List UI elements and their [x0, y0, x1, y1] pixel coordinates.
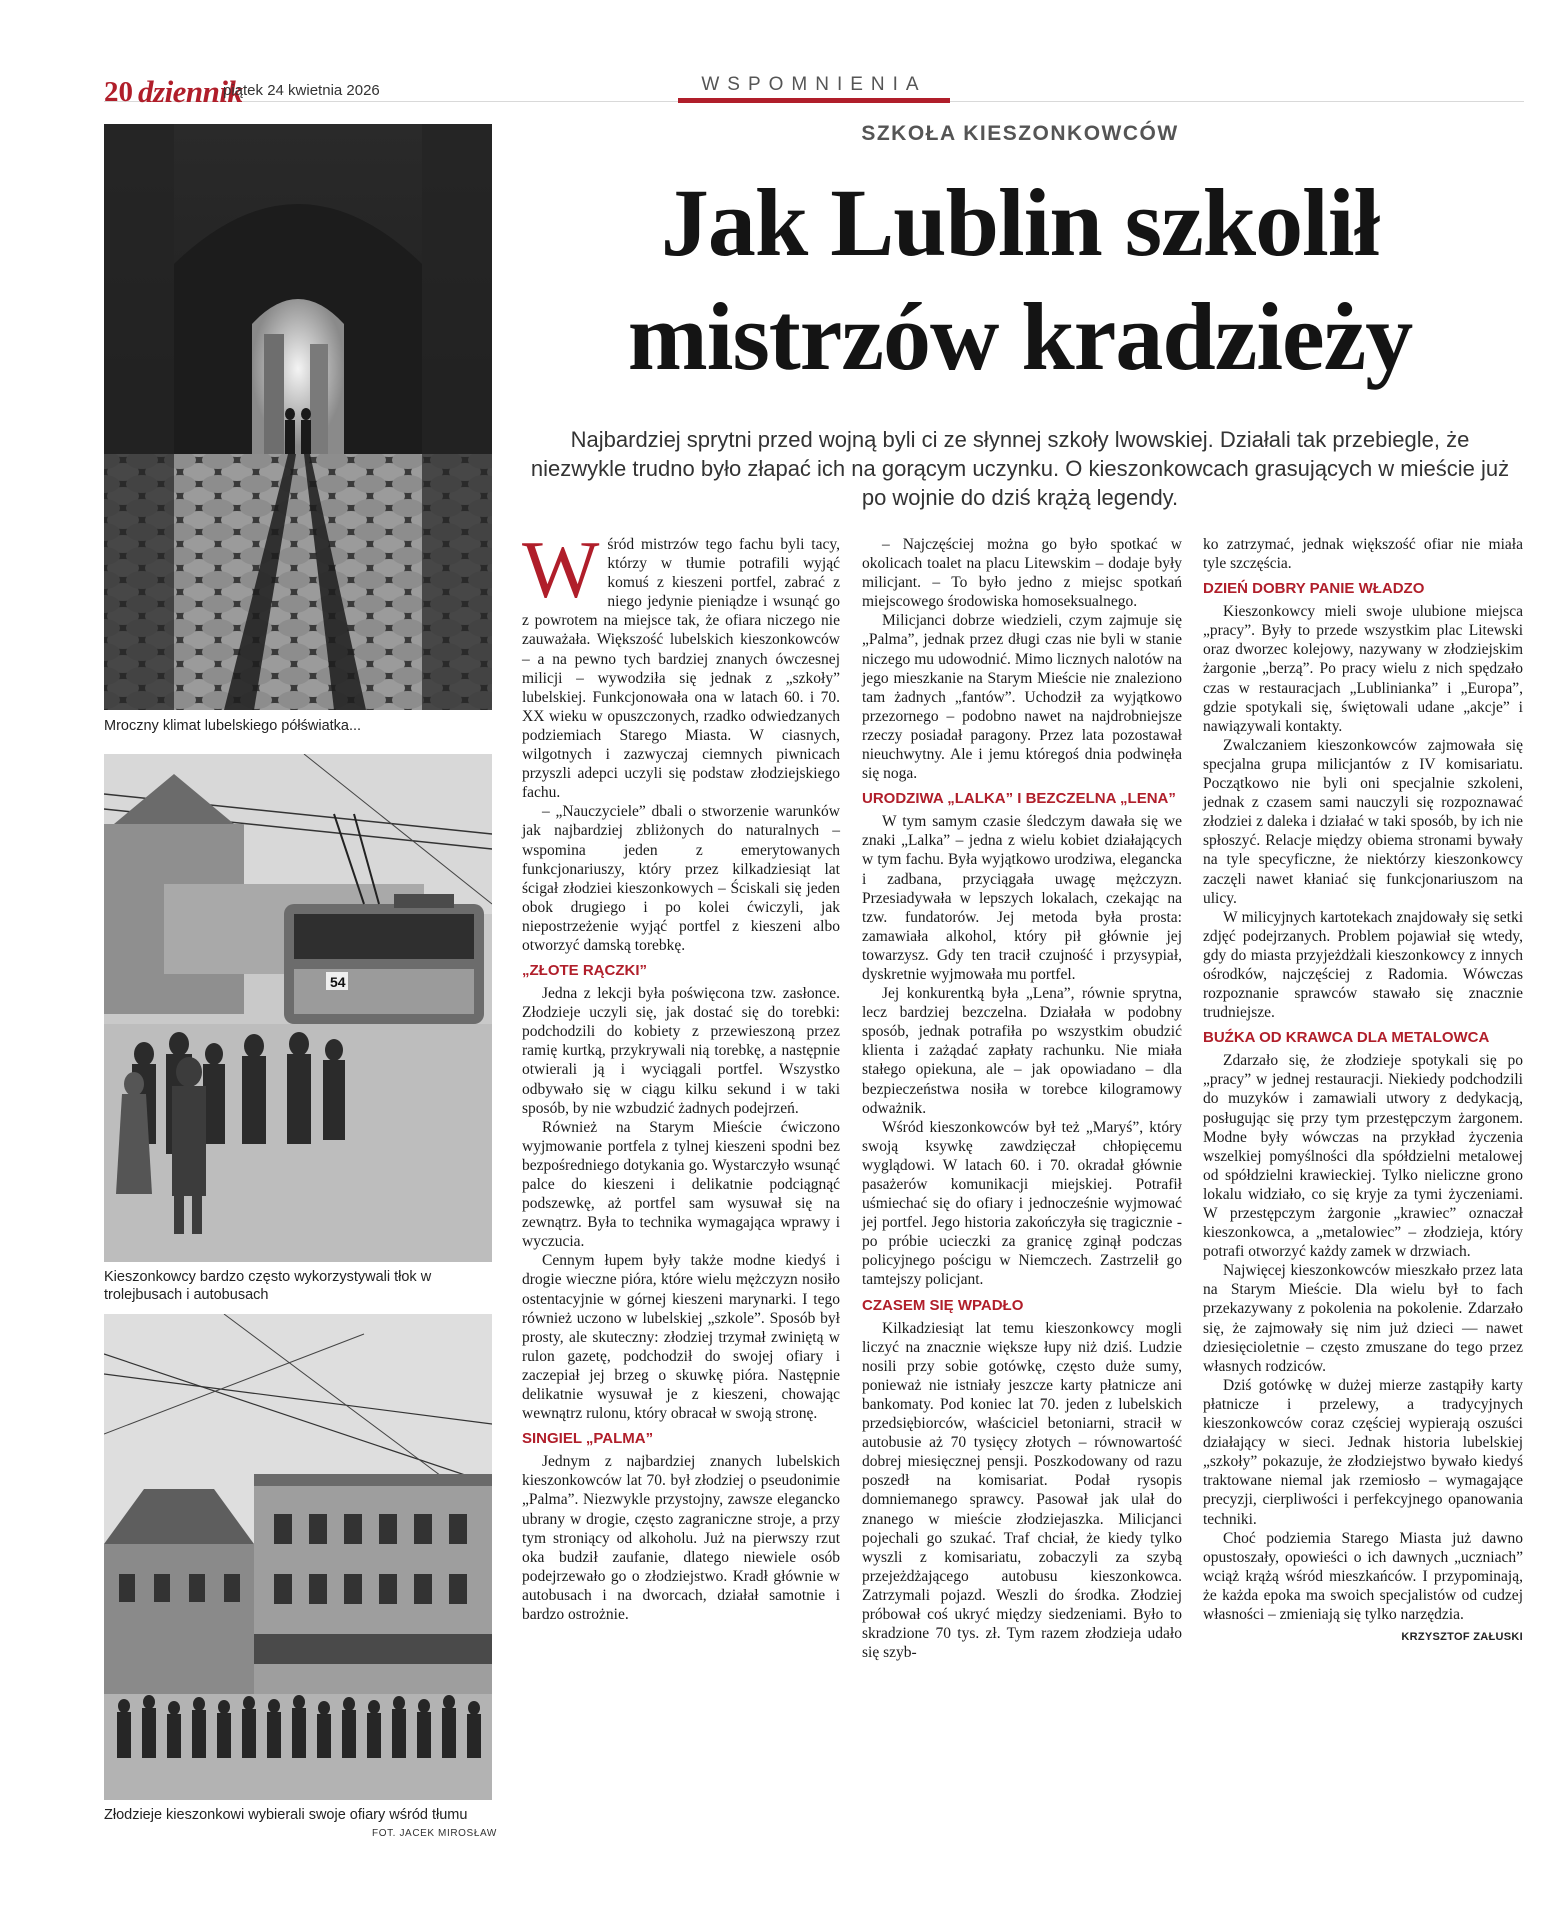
author-byline: KRZYSZTOF ZAŁUSKI: [1401, 1631, 1523, 1644]
section-label: WSPOMNIENIA: [701, 74, 927, 95]
subheading-singiel-palma: SINGIEL „PALMA”: [522, 1430, 654, 1448]
column2-paragraph: W tym samym czasie śledczym dawała się we znaki „Lalka” – jedna z wielu kobiet działających w tym fachu. Była wyjątkowo urodziwa, elegancka i zadbana, przyciągała uwagę mężczyzn. Przesiadywała w lepszych lokalach, czekając na tzw. fundatorów. Jej metoda była prosta: zamawiała alkohol, który pił głównie jej towarzysz. Gdy ten tracił czujność i przysypiał, dyskretnie wyjmowała mu portfel.: [862, 813, 1182, 983]
article-kicker: SZKOŁA KIESZONKOWCÓW: [861, 122, 1179, 145]
photo3-caption: Złodzieje kieszonkowi wybierali swoje ofiary wśród tłumu: [104, 1807, 468, 1823]
column1-paragraph: Jednym z najbardziej znanych lubelskich kieszonkowców lat 70. był złodziej o pseudonimie „Palma”. Niezwykle przystojny, zawsze elegancko ubrany w drogie, często zagraniczne stroje, a przy tym stroniący od alkoholu. Już na pierwszy rzut oka budził zaufanie, dlatego niewiele osób podejrzewało go o złodziejstwo. Kradł głównie w autobusach i na dworcach, działał samotnie i bardzo ostrożnie.: [522, 1453, 840, 1623]
subheading-zlote-raczki: „ZŁOTE RĄCZKI”: [522, 962, 647, 980]
column3-paragraph: Zdarzało się, że złodzieje spotykali się po „pracy” w jednej restauracji. Niekiedy podchodzili do muzyków i zamawiali utwory z dedykacją, posługując się przy tym przestępczym żargonem. Modne były wówczas na przykład życzenia wszelkiej pomyślności dla spółdzielni metalowej od spółdzielni krawieckiej. Tylko nieliczne grono lokalu widziało, co się kryje za tymi życzeniami. W przestępczym żargonie „krawiec” oznaczał kieszonkowca, a „metalowiec” – złodzieja, który potrafi otworzyć każdy zamek w drzwiach.: [1203, 1052, 1523, 1261]
column1-paragraph: Wśród mistrzów tego fachu byli tacy, którzy w tłumie potrafili wyjąć komuś z kieszeni portfel, zabrać z niego jedynie pieniądze i wsunąć go z powrotem na miejsce tak, że ofiara niczego nie zauważała. Większość lubelskich kieszonkowców – a na pewno tych bardziej znanych ówczesnej milicji – wywodziła się jednak z „szkoły” lubelskiej. Funkcjonowała ona w latach 60. i 70. XX wieku w opuszczonych, rzadko odwiedzanych podziemiach Starego Miasta. W ciasnych, wilgotnych i zazwyczaj ciemnych piwnicach przyszli adepci uczyli się podstaw złodziejskiego fachu.: [522, 524, 840, 802]
article-lead: Najbardziej sprytni przed wojną byli ci ze słynnej szkoły lwowskiej. Działali tak przebiegle, że niezwykle trudno było złapać ich na gorącym uczynku. O kieszonkowcach grasujących w mieście już po wojnie do dziś krążą legendy.: [530, 427, 1510, 510]
article-headline: [520, 166, 1520, 394]
column2-paragraph: Jej konkurentką była „Lena”, równie sprytna, lecz bardziej bezczelna. Działała w podobny sposób, jednak potrafiła po wszystkim obudzić klienta i zażądać zapłaty rachunku. Nie miała stałego opiekuna, ale – jak opowiadano – dla bezpieczeństwa nosiła w torebce kilogramowy odważnik.: [862, 985, 1182, 1117]
column1-paragraph: Jedna z lekcji była poświęcona tzw. zasłonce. Złodzieje uczyli się, jak dostać się do torebki: podchodzili do kobiety z przewieszoną przez ramię kurtką, przykrywali nią torebkę, a następnie otwierali ją i wyciągali portfel. Wszystko odbywało się w ciągu kilku sekund i w taki sposób, by nie wzbudzić żadnych podejrzeń.: [522, 985, 840, 1117]
column2-paragraph: Kilkadziesiąt lat temu kieszonkowcy mogli liczyć na znacznie większe łupy niż dziś. Ludzie nosili przy sobie gotówkę, często duże sumy, ponieważ nie istniały jeszcze karty płatnicze ani bankomaty. Pod koniec lat 70. jeden z lubelskich przedsiębiorców, właściciel betoniarni, stracił w autobusie aż 70 tysięcy złotych – równowartość dobrej miesięcznej pensji. Poszkodowany od razu poszedł na komisariat. Podał rysopis domniemanego sprawcy. Pasował jak ulał do znanego w mieście złodziejaszka. Milicjanci pojechali go szukać. Traf chciał, że kiedy tylko wyszli z komisariatu, zobaczyli za szybą przejeżdżającego autobusu kieszonkowca. Zatrzymali pojazd. Weszli do środka. Złodziej próbował coś ukryć między siedzeniami. Było to skradzione 70 tys. zł. Tym razem złodzieja udało się szyb-: [862, 1319, 1182, 1662]
column3-paragraph: Dziś gotówkę w dużej mierze zastąpiły karty płatnicze i przelewy, a tradycyjnych kieszonkowców coraz częściej wypierają oszuści działający w sieci. Jednak historia lubelskiej „szkoły” pokazuje, że złodziejstwo bywało kiedyś traktowane niemal jak rzemiosło – wymagające precyzji, cierpliwości i perfekcyjnego opanowania techniki.: [1203, 1376, 1523, 1528]
issue-date: piątek 24 kwietnia 2026: [223, 82, 380, 99]
photo-credit: FOT. JACEK MIROSŁAW: [372, 1828, 497, 1839]
trolleybus-image: [104, 754, 492, 1262]
brand-logo: dziennik: [138, 74, 243, 109]
column1-paragraph: Również na Starym Mieście ćwiczono wyjmowanie portfela z tylnej kieszeni spodni bez bezpośredniego dotykania go. Wystarczyło wsunąć palce do kieszeni i delikatnie podciągnąć podszewkę, aż portfel sam wysuwał się na zewnątrz. Była to technika wymagająca wprawy i wyczucia.: [522, 1118, 840, 1251]
photo-crowd: [104, 1314, 492, 1800]
photo-trolleybus: [104, 754, 492, 1262]
column2-paragraph: – Najczęściej można go było spotkać w okolicach toalet na placu Litewskim – dodaje były milicjant. – To było jedno z miejsc spotkań miejscowego środowiska homoseksualnego.: [862, 536, 1182, 611]
column3-paragraph: ko zatrzymać, jednak większość ofiar nie miała tyle szczęścia.: [1203, 536, 1523, 573]
photo2-caption: Kieszonkowcy bardzo często wykorzystywali tłok w trolejbusach i autobusach: [104, 1269, 432, 1303]
page-number: 20: [104, 76, 133, 108]
headline-line-2: mistrzów kradzieży: [627, 283, 1413, 390]
column1-paragraph: – „Nauczyciele” dbali o stworzenie warunków jak najbardziej zbliżonych do naturalnych – wspomina jeden z emerytowanych funkcjonariuszy, który przez kilkadziesiąt lat ścigał złodziei kieszonkowych – Ściskali się jeden obok drugiego i po kolei ćwiczyli, jak niepostrzeżenie wyjąć portfel z kieszeni albo otworzyć damską torebkę.: [522, 803, 840, 954]
subheading-dzien-dobry: DZIEŃ DOBRY PANIE WŁADZO: [1203, 580, 1425, 598]
drop-cap: W: [522, 524, 600, 615]
trolleybus-line-sign: 54: [330, 974, 346, 990]
section-underline: [678, 98, 950, 103]
column3-paragraph: W milicyjnych kartotekach znajdowały się setki zdjęć podejrzanych. Problem pojawiał się wtedy, gdy do miasta przyjeżdżali kieszonkowcy z innych ośrodków, najczęściej z Radomia. Wówczas rozpoznanie sprawców stawało się znacznie trudniejsze.: [1203, 908, 1523, 1022]
article-column-3: [1203, 535, 1523, 1647]
subheading-lalka-lena: URODZIWA „LALKA” I BEZCZELNA „LENA”: [862, 790, 1176, 808]
archway-image: [104, 124, 492, 710]
column2-paragraph: Wśród kieszonkowców był też „Maryś”, który swoją ksywkę zawdzięczał chłopięcemu wyglądowi. W latach 60. i 70. okradał głównie pasażerów komunikacji miejskiej. Potrafił uśmiechać się do ofiary i jednocześnie wyjmować jej portfel. Jego historia zakończyła się tragicznie - po próbie ucieczki za granicę zginął podczas policyjnego pościgu w Niemczech. Zastrzelił go tamtejszy policjant.: [862, 1118, 1182, 1289]
photo-archway: [104, 124, 492, 710]
column3-paragraph: Choć podziemia Starego Miasta już dawno opustoszały, opowieści o ich dawnych „uczniach” wciąż krążą wśród mieszkańców. I przypominają, że każda epoka ma swoich specjalistów od cudzej własności – zmieniają się tylko narzędzia.: [1203, 1529, 1523, 1623]
column1-paragraph: Cennym łupem były także modne kiedyś i drogie wieczne pióra, które wielu mężczyzn nosiło ostentacyjnie w górnej kieszeni marynarki. I tego również uczono w lubelskiej „szkole”. Sposób był prosty, ale skuteczny: złodziej trzymał zwiniętą w rulon gazetę, podchodził do swojej ofiary i zaczepiał jej brzeg o skuwkę pióra. Następnie delikatnie wysuwał je z kieszeni, chowając wewnątrz rulonu, który obracał w swoją stronę.: [522, 1252, 840, 1423]
subheading-czasem-sie-wpadlo: CZASEM SIĘ WPADŁO: [862, 1296, 1024, 1314]
column3-paragraph: Zwalczaniem kieszonkowców zajmowała się specjalna grupa milicjantów z IV komisariatu. Początkowo nie byli oni specjalnie szkoleni, jednak z czasem sami nauczyli się rozpoznawać złodziei z daleka i działać w taki sposób, by ich nie spłoszyć. Relacje między obiema stronami bywały na tyle specyficzne, że niektórzy kieszonkowcy zaczęli nawet kłaniać się funkcjonariuszom na ulicy.: [1203, 736, 1523, 907]
headline-line-1: Jak Lublin szkolił: [660, 169, 1380, 276]
article-column-1: [522, 524, 840, 1624]
photo1-caption: Mroczny klimat lubelskiego półświatka...: [104, 718, 362, 734]
subheading-buzka-od-krawca: BUŹKA OD KRAWCA DLA METALOWCA: [1203, 1029, 1490, 1047]
column3-paragraph: Najwięcej kieszonkowców mieszkało przez lata na Starym Mieście. Dla wielu był to fach przekazywany z pokolenia na pokolenie. Zdarzało się, że zajmowały się nim już dzieci — nawet dziesięcioletnie – często zmuszane do tego przez własnych rodziców.: [1203, 1262, 1523, 1375]
article-column-2: [862, 535, 1182, 1662]
crowd-image: [104, 1314, 492, 1800]
column3-paragraph: Kieszonkowcy mieli swoje ulubione miejsca „pracy”. Były to przede wszystkim plac Litewski oraz dworzec kolejowy, nazywany w złodziejskim żargonie „berzą”. Po pracy wielu z nich spędzało czas w restauracjach „Lublinianka” i „Europa”, gdzie spotykali się, świętowali udane „akcje” i nawiązywali kontakty.: [1203, 603, 1523, 735]
column2-paragraph: Milicjanci dobrze wiedzieli, czym zajmuje się „Palma”, jednak przez długi czas nie byli w stanie niczego mu udowodnić. Mimo licznych nalotów na jego mieszkanie na Starym Mieście nie znaleziono tam żadnych „fantów”. Uchodził za wyjątkowo przezornego – podobno nawet na najdrobniejsze rzeczy posiadał paragony. Przez lata pozostawał nieuchwytny. Ale i jemu któregoś dnia podwinęła się noga.: [862, 612, 1182, 783]
